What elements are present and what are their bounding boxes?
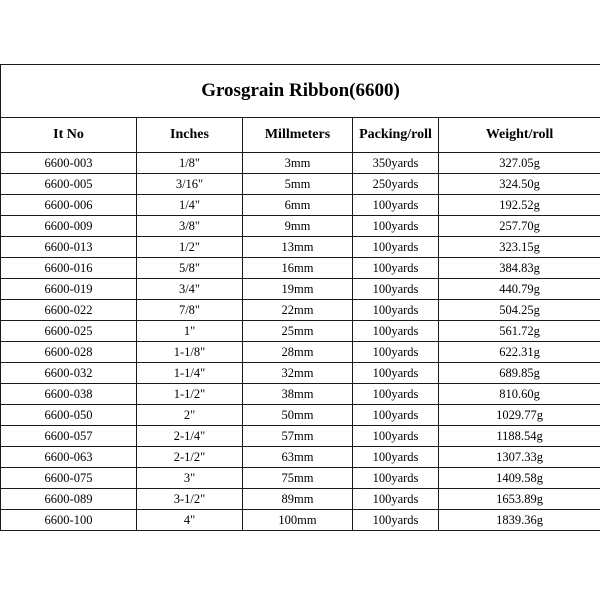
inches-cell: 5/8": [137, 258, 243, 279]
inches-cell: 2-1/4": [137, 426, 243, 447]
packing-cell: 100yards: [353, 510, 439, 531]
item-no-cell: 6600-028: [1, 342, 137, 363]
packing-cell: 100yards: [353, 237, 439, 258]
inches-cell: 3": [137, 468, 243, 489]
inches-cell: 7/8": [137, 300, 243, 321]
packing-cell: 100yards: [353, 321, 439, 342]
weight-cell: 1029.77g: [439, 405, 600, 426]
millimeters-cell: 25mm: [243, 321, 353, 342]
table-row: [1, 468, 600, 489]
item-no-cell: 6600-003: [1, 153, 137, 174]
inches-cell: 1-1/2": [137, 384, 243, 405]
table-row: [1, 174, 600, 195]
table-row: [1, 405, 600, 426]
table-row: [1, 279, 600, 300]
inches-cell: 3/8": [137, 216, 243, 237]
millimeters-cell: 100mm: [243, 510, 353, 531]
header-row: [1, 118, 600, 153]
table-title: Grosgrain Ribbon(6600): [1, 65, 600, 118]
inches-cell: 1-1/8": [137, 342, 243, 363]
packing-cell: 100yards: [353, 405, 439, 426]
weight-cell: 257.70g: [439, 216, 600, 237]
millimeters-cell: 57mm: [243, 426, 353, 447]
weight-cell: 689.85g: [439, 363, 600, 384]
millimeters-cell: 19mm: [243, 279, 353, 300]
packing-cell: 350yards: [353, 153, 439, 174]
weight-cell: 810.60g: [439, 384, 600, 405]
millimeters-cell: 28mm: [243, 342, 353, 363]
item-no-cell: 6600-057: [1, 426, 137, 447]
packing-cell: 100yards: [353, 384, 439, 405]
item-no-cell: 6600-089: [1, 489, 137, 510]
item-no-cell: 6600-019: [1, 279, 137, 300]
packing-cell: 100yards: [353, 258, 439, 279]
title-row: [1, 65, 600, 118]
weight-cell: 440.79g: [439, 279, 600, 300]
weight-cell: 324.50g: [439, 174, 600, 195]
weight-cell: 384.83g: [439, 258, 600, 279]
inches-cell: 1/2": [137, 237, 243, 258]
packing-cell: 100yards: [353, 300, 439, 321]
column-header-item-no: It No: [1, 118, 137, 153]
table-row: [1, 153, 600, 174]
packing-cell: 100yards: [353, 279, 439, 300]
item-no-cell: 6600-100: [1, 510, 137, 531]
table-body: [1, 153, 600, 531]
packing-cell: 100yards: [353, 195, 439, 216]
inches-cell: 3/16": [137, 174, 243, 195]
packing-cell: 100yards: [353, 489, 439, 510]
item-no-cell: 6600-013: [1, 237, 137, 258]
weight-cell: 622.31g: [439, 342, 600, 363]
packing-cell: 100yards: [353, 468, 439, 489]
inches-cell: 3-1/2": [137, 489, 243, 510]
item-no-cell: 6600-022: [1, 300, 137, 321]
weight-cell: 1653.89g: [439, 489, 600, 510]
inches-cell: 1/4": [137, 195, 243, 216]
millimeters-cell: 22mm: [243, 300, 353, 321]
packing-cell: 100yards: [353, 342, 439, 363]
item-no-cell: 6600-063: [1, 447, 137, 468]
item-no-cell: 6600-009: [1, 216, 137, 237]
table-row: [1, 321, 600, 342]
column-header-inches: Inches: [137, 118, 243, 153]
millimeters-cell: 75mm: [243, 468, 353, 489]
weight-cell: 192.52g: [439, 195, 600, 216]
table-row: [1, 258, 600, 279]
millimeters-cell: 50mm: [243, 405, 353, 426]
table-row: [1, 489, 600, 510]
table-row: [1, 237, 600, 258]
inches-cell: 4": [137, 510, 243, 531]
millimeters-cell: 16mm: [243, 258, 353, 279]
millimeters-cell: 6mm: [243, 195, 353, 216]
inches-cell: 1": [137, 321, 243, 342]
item-no-cell: 6600-016: [1, 258, 137, 279]
item-no-cell: 6600-032: [1, 363, 137, 384]
weight-cell: 561.72g: [439, 321, 600, 342]
table-row: [1, 216, 600, 237]
weight-cell: 1188.54g: [439, 426, 600, 447]
inches-cell: 2": [137, 405, 243, 426]
table-row: [1, 510, 600, 531]
millimeters-cell: 3mm: [243, 153, 353, 174]
column-header-weight: Weight/roll: [439, 118, 600, 153]
millimeters-cell: 32mm: [243, 363, 353, 384]
column-header-millimeters: Millmeters: [243, 118, 353, 153]
packing-cell: 100yards: [353, 426, 439, 447]
table-row: [1, 300, 600, 321]
millimeters-cell: 38mm: [243, 384, 353, 405]
inches-cell: 1/8": [137, 153, 243, 174]
millimeters-cell: 9mm: [243, 216, 353, 237]
item-no-cell: 6600-075: [1, 468, 137, 489]
millimeters-cell: 13mm: [243, 237, 353, 258]
table-row: [1, 426, 600, 447]
packing-cell: 100yards: [353, 216, 439, 237]
weight-cell: 1839.36g: [439, 510, 600, 531]
table-row: [1, 447, 600, 468]
item-no-cell: 6600-050: [1, 405, 137, 426]
inches-cell: 1-1/4": [137, 363, 243, 384]
weight-cell: 504.25g: [439, 300, 600, 321]
millimeters-cell: 63mm: [243, 447, 353, 468]
item-no-cell: 6600-006: [1, 195, 137, 216]
millimeters-cell: 89mm: [243, 489, 353, 510]
table-row: [1, 363, 600, 384]
weight-cell: 1307.33g: [439, 447, 600, 468]
table-row: [1, 342, 600, 363]
item-no-cell: 6600-025: [1, 321, 137, 342]
table-row: [1, 384, 600, 405]
millimeters-cell: 5mm: [243, 174, 353, 195]
table-row: [1, 195, 600, 216]
weight-cell: 323.15g: [439, 237, 600, 258]
weight-cell: 327.05g: [439, 153, 600, 174]
inches-cell: 3/4": [137, 279, 243, 300]
packing-cell: 100yards: [353, 363, 439, 384]
item-no-cell: 6600-038: [1, 384, 137, 405]
column-header-packing: Packing/roll: [353, 118, 439, 153]
packing-cell: 100yards: [353, 447, 439, 468]
item-no-cell: 6600-005: [1, 174, 137, 195]
weight-cell: 1409.58g: [439, 468, 600, 489]
inches-cell: 2-1/2": [137, 447, 243, 468]
ribbon-spec-table: [0, 64, 600, 531]
packing-cell: 250yards: [353, 174, 439, 195]
